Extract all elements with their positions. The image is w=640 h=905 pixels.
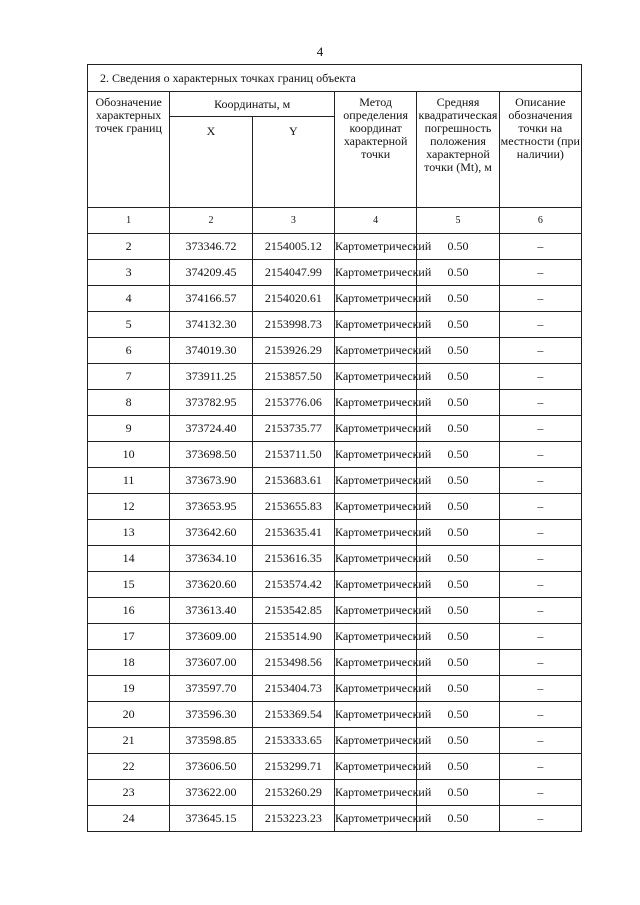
x-coordinate-cell: 373724.40 bbox=[170, 416, 252, 442]
x-coordinate-cell: 373782.95 bbox=[170, 390, 252, 416]
table-row bbox=[88, 676, 582, 702]
method-cell: Картометрический bbox=[334, 260, 416, 286]
error-cell: 0.50 bbox=[417, 494, 499, 520]
x-coordinate-cell: 373653.95 bbox=[170, 494, 252, 520]
table-row bbox=[88, 728, 582, 754]
method-cell: Картометрический bbox=[334, 286, 416, 312]
table-row bbox=[88, 442, 582, 468]
y-coordinate-cell: 2153683.61 bbox=[252, 468, 334, 494]
method-cell: Картометрический bbox=[334, 624, 416, 650]
error-cell: 0.50 bbox=[417, 468, 499, 494]
description-cell: – bbox=[499, 780, 581, 806]
y-coordinate-cell: 2153635.41 bbox=[252, 520, 334, 546]
y-coordinate-cell: 2153776.06 bbox=[252, 390, 334, 416]
x-coordinate-cell: 374132.30 bbox=[170, 312, 252, 338]
column-number: 4 bbox=[334, 208, 416, 234]
description-cell: – bbox=[499, 702, 581, 728]
header-error: Средняя квадратическая погрешность положения характерной точки (Mt), м bbox=[417, 92, 499, 208]
error-cell: 0.50 bbox=[417, 520, 499, 546]
x-coordinate-cell: 373911.25 bbox=[170, 364, 252, 390]
description-cell: – bbox=[499, 754, 581, 780]
description-cell: – bbox=[499, 260, 581, 286]
x-coordinate-cell: 373642.60 bbox=[170, 520, 252, 546]
error-cell: 0.50 bbox=[417, 338, 499, 364]
header-method: Метод определения координат характерной точки bbox=[334, 92, 416, 208]
description-cell: – bbox=[499, 728, 581, 754]
table-row bbox=[88, 572, 582, 598]
point-number-cell: 18 bbox=[88, 650, 170, 676]
table-row bbox=[88, 364, 582, 390]
y-coordinate-cell: 2153655.83 bbox=[252, 494, 334, 520]
method-cell: Картометрический bbox=[334, 598, 416, 624]
table-row bbox=[88, 754, 582, 780]
x-coordinate-cell: 374019.30 bbox=[170, 338, 252, 364]
error-cell: 0.50 bbox=[417, 234, 499, 260]
table-row bbox=[88, 780, 582, 806]
y-coordinate-cell: 2153498.56 bbox=[252, 650, 334, 676]
y-coordinate-cell: 2153542.85 bbox=[252, 598, 334, 624]
method-cell: Картометрический bbox=[334, 312, 416, 338]
method-cell: Картометрический bbox=[334, 780, 416, 806]
point-number-cell: 7 bbox=[88, 364, 170, 390]
point-number-cell: 24 bbox=[88, 806, 170, 832]
header-description: Описание обозначения точки на местности (при наличии) bbox=[499, 92, 581, 208]
x-coordinate-cell: 373698.50 bbox=[170, 442, 252, 468]
header-coordinates: Координаты, м bbox=[170, 92, 335, 117]
point-number-cell: 20 bbox=[88, 702, 170, 728]
description-cell: – bbox=[499, 390, 581, 416]
x-coordinate-cell: 373598.85 bbox=[170, 728, 252, 754]
point-number-cell: 22 bbox=[88, 754, 170, 780]
error-cell: 0.50 bbox=[417, 624, 499, 650]
x-coordinate-cell: 373673.90 bbox=[170, 468, 252, 494]
error-cell: 0.50 bbox=[417, 572, 499, 598]
point-number-cell: 21 bbox=[88, 728, 170, 754]
x-coordinate-cell: 374209.45 bbox=[170, 260, 252, 286]
method-cell: Картометрический bbox=[334, 442, 416, 468]
point-number-cell: 3 bbox=[88, 260, 170, 286]
error-cell: 0.50 bbox=[417, 676, 499, 702]
error-cell: 0.50 bbox=[417, 650, 499, 676]
x-coordinate-cell: 373620.60 bbox=[170, 572, 252, 598]
header-point: Обозначение характерных точек границ bbox=[88, 92, 170, 208]
error-cell: 0.50 bbox=[417, 390, 499, 416]
table-row bbox=[88, 520, 582, 546]
x-coordinate-cell: 373346.72 bbox=[170, 234, 252, 260]
x-coordinate-cell: 373613.40 bbox=[170, 598, 252, 624]
error-cell: 0.50 bbox=[417, 780, 499, 806]
method-cell: Картометрический bbox=[334, 416, 416, 442]
point-number-cell: 16 bbox=[88, 598, 170, 624]
x-coordinate-cell: 373606.50 bbox=[170, 754, 252, 780]
description-cell: – bbox=[499, 546, 581, 572]
description-cell: – bbox=[499, 676, 581, 702]
description-cell: – bbox=[499, 312, 581, 338]
description-cell: – bbox=[499, 650, 581, 676]
column-number: 1 bbox=[88, 208, 170, 234]
method-cell: Картометрический bbox=[334, 650, 416, 676]
error-cell: 0.50 bbox=[417, 364, 499, 390]
y-coordinate-cell: 2154020.61 bbox=[252, 286, 334, 312]
section-title: 2. Сведения о характерных точках границ объекта bbox=[88, 65, 582, 92]
y-coordinate-cell: 2153260.29 bbox=[252, 780, 334, 806]
y-coordinate-cell: 2153735.77 bbox=[252, 416, 334, 442]
description-cell: – bbox=[499, 520, 581, 546]
y-coordinate-cell: 2153404.73 bbox=[252, 676, 334, 702]
method-cell: Картометрический bbox=[334, 520, 416, 546]
point-number-cell: 14 bbox=[88, 546, 170, 572]
point-number-cell: 5 bbox=[88, 312, 170, 338]
description-cell: – bbox=[499, 234, 581, 260]
description-cell: – bbox=[499, 598, 581, 624]
table-row bbox=[88, 312, 582, 338]
point-number-cell: 17 bbox=[88, 624, 170, 650]
x-coordinate-cell: 373607.00 bbox=[170, 650, 252, 676]
table-row bbox=[88, 806, 582, 832]
y-coordinate-cell: 2153369.54 bbox=[252, 702, 334, 728]
column-number: 5 bbox=[417, 208, 499, 234]
method-cell: Картометрический bbox=[334, 572, 416, 598]
table-row bbox=[88, 624, 582, 650]
description-cell: – bbox=[499, 416, 581, 442]
method-cell: Картометрический bbox=[334, 390, 416, 416]
error-cell: 0.50 bbox=[417, 546, 499, 572]
point-number-cell: 19 bbox=[88, 676, 170, 702]
description-cell: – bbox=[499, 338, 581, 364]
description-cell: – bbox=[499, 468, 581, 494]
description-cell: – bbox=[499, 442, 581, 468]
y-coordinate-cell: 2153333.65 bbox=[252, 728, 334, 754]
point-number-cell: 13 bbox=[88, 520, 170, 546]
method-cell: Картометрический bbox=[334, 494, 416, 520]
description-cell: – bbox=[499, 572, 581, 598]
description-cell: – bbox=[499, 806, 581, 832]
point-number-cell: 8 bbox=[88, 390, 170, 416]
description-cell: – bbox=[499, 494, 581, 520]
header-x: X bbox=[170, 117, 252, 208]
x-coordinate-cell: 373596.30 bbox=[170, 702, 252, 728]
error-cell: 0.50 bbox=[417, 442, 499, 468]
y-coordinate-cell: 2153574.42 bbox=[252, 572, 334, 598]
method-cell: Картометрический bbox=[334, 234, 416, 260]
error-cell: 0.50 bbox=[417, 416, 499, 442]
point-number-cell: 2 bbox=[88, 234, 170, 260]
table-row bbox=[88, 234, 582, 260]
error-cell: 0.50 bbox=[417, 728, 499, 754]
table-row bbox=[88, 338, 582, 364]
header-y: Y bbox=[252, 117, 334, 208]
method-cell: Картометрический bbox=[334, 728, 416, 754]
point-number-cell: 12 bbox=[88, 494, 170, 520]
error-cell: 0.50 bbox=[417, 598, 499, 624]
description-cell: – bbox=[499, 624, 581, 650]
error-cell: 0.50 bbox=[417, 312, 499, 338]
x-coordinate-cell: 373634.10 bbox=[170, 546, 252, 572]
column-number: 3 bbox=[252, 208, 334, 234]
point-number-cell: 10 bbox=[88, 442, 170, 468]
error-cell: 0.50 bbox=[417, 260, 499, 286]
y-coordinate-cell: 2153514.90 bbox=[252, 624, 334, 650]
table-row bbox=[88, 260, 582, 286]
error-cell: 0.50 bbox=[417, 286, 499, 312]
method-cell: Картометрический bbox=[334, 754, 416, 780]
y-coordinate-cell: 2153711.50 bbox=[252, 442, 334, 468]
method-cell: Картометрический bbox=[334, 338, 416, 364]
y-coordinate-cell: 2154005.12 bbox=[252, 234, 334, 260]
table-row bbox=[88, 546, 582, 572]
error-cell: 0.50 bbox=[417, 806, 499, 832]
method-cell: Картометрический bbox=[334, 364, 416, 390]
y-coordinate-cell: 2153998.73 bbox=[252, 312, 334, 338]
point-number-cell: 9 bbox=[88, 416, 170, 442]
y-coordinate-cell: 2153223.23 bbox=[252, 806, 334, 832]
x-coordinate-cell: 374166.57 bbox=[170, 286, 252, 312]
column-number: 6 bbox=[499, 208, 581, 234]
table-row bbox=[88, 390, 582, 416]
point-number-cell: 15 bbox=[88, 572, 170, 598]
table-row bbox=[88, 468, 582, 494]
method-cell: Картометрический bbox=[334, 806, 416, 832]
method-cell: Картометрический bbox=[334, 702, 416, 728]
point-number-cell: 11 bbox=[88, 468, 170, 494]
description-cell: – bbox=[499, 364, 581, 390]
column-numbers-row bbox=[88, 208, 582, 234]
column-number: 2 bbox=[170, 208, 252, 234]
point-number-cell: 6 bbox=[88, 338, 170, 364]
point-number-cell: 23 bbox=[88, 780, 170, 806]
y-coordinate-cell: 2154047.99 bbox=[252, 260, 334, 286]
x-coordinate-cell: 373622.00 bbox=[170, 780, 252, 806]
table-row bbox=[88, 416, 582, 442]
error-cell: 0.50 bbox=[417, 702, 499, 728]
table-row bbox=[88, 702, 582, 728]
y-coordinate-cell: 2153299.71 bbox=[252, 754, 334, 780]
error-cell: 0.50 bbox=[417, 754, 499, 780]
y-coordinate-cell: 2153616.35 bbox=[252, 546, 334, 572]
method-cell: Картометрический bbox=[334, 676, 416, 702]
x-coordinate-cell: 373609.00 bbox=[170, 624, 252, 650]
point-number-cell: 4 bbox=[88, 286, 170, 312]
x-coordinate-cell: 373645.15 bbox=[170, 806, 252, 832]
method-cell: Картометрический bbox=[334, 546, 416, 572]
x-coordinate-cell: 373597.70 bbox=[170, 676, 252, 702]
table-row bbox=[88, 286, 582, 312]
y-coordinate-cell: 2153926.29 bbox=[252, 338, 334, 364]
y-coordinate-cell: 2153857.50 bbox=[252, 364, 334, 390]
description-cell: – bbox=[499, 286, 581, 312]
table-row bbox=[88, 494, 582, 520]
table-row bbox=[88, 650, 582, 676]
table-row bbox=[88, 598, 582, 624]
method-cell: Картометрический bbox=[334, 468, 416, 494]
page-number: 4 bbox=[316, 44, 324, 59]
boundary-points-table bbox=[87, 64, 582, 832]
